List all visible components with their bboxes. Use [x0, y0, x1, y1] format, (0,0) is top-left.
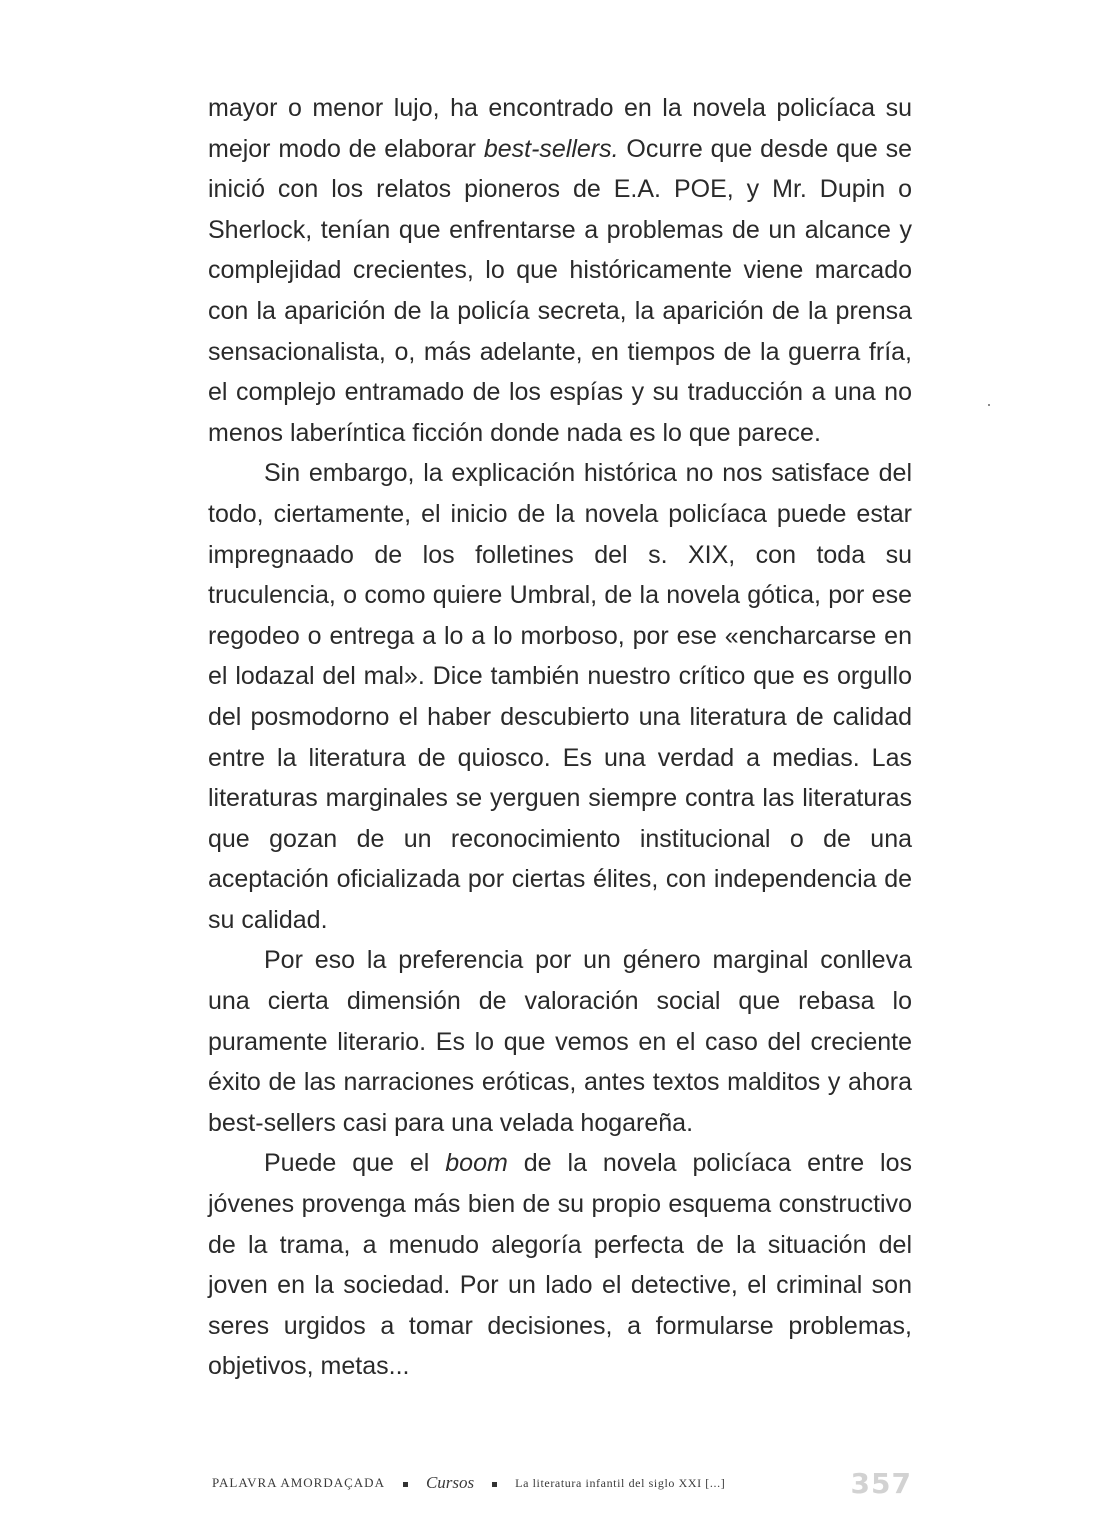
- footer-journal-name: PALAVRA AMORDAÇADA: [212, 1475, 385, 1490]
- page-number: 357: [850, 1466, 912, 1500]
- italic-term-best-sellers: best-sellers.: [483, 134, 619, 163]
- text-segment: Sin embargo, la explicación histórica no nos satisface del todo, ciertamente, el inicio de la novela policíaca puede estar impregnaado de los folletines del s. XIX, con toda su truculencia, o como quiere Umbral, de la novela gótica, por ese regodeo o entrega a lo a lo morboso, por ese «encharcarse en el lodazal del mal». Dice también nuestro crítico que es orgullo del posmodorno el haber descubierto una literatura de calidad entre la literatura de quiosco. Es una verdad a medias. Las literaturas marginales se yerguen siempre contra las literaturas que gozan de un reconocimiento institucional o de una aceptación oficializada por ciertas élites, con independencia de su calidad.: [208, 459, 912, 934]
- paragraph-2: [208, 453, 912, 940]
- paragraph-4: [208, 1143, 912, 1387]
- text-segment: Ocurre que desde que se inició con los relatos pioneros de E.A. POE, y Mr. Dupin o Sherlock, tenían que enfrentarse a problemas de un alcance y complejidad crecientes, lo que históricamente viene marcado con la aparición de la policía secreta, la aparición de la prensa sensacionalista, o, más adelante, en tiempos de la guerra fría, el complejo entramado de los espías y su traducción a una no menos laberíntica ficción donde nada es lo que parece.: [208, 134, 912, 447]
- bullet-separator-icon: [492, 1482, 497, 1487]
- bullet-separator-icon: [403, 1482, 408, 1487]
- text-segment: mayor o menor lujo, ha encontrado en la novela policíaca su mejor modo de elaborar: [208, 94, 912, 163]
- page-footer: [212, 1468, 912, 1498]
- paragraph-1: [208, 88, 912, 453]
- text-segment: Puede que el: [264, 1149, 446, 1178]
- footer-section-name: Cursos: [425, 1473, 475, 1492]
- body-text: [208, 88, 912, 1387]
- paragraph-3: [208, 940, 912, 1143]
- text-segment: Por eso la preferencia por un género marginal conlleva una cierta dimensión de valoración social que rebasa lo puramente literario. Es lo que vemos en el caso del creciente éxito de las narraciones eróticas, antes textos malditos y ahora best-sellers casi para una velada hogareña.: [208, 946, 912, 1137]
- scan-speck: [988, 404, 990, 406]
- italic-term-boom: boom: [445, 1149, 508, 1178]
- text-segment: de la novela policíaca entre los jóvenes provenga más bien de su propio esquema constructivo de la trama, a menudo alegoría perfecta de la situación del joven en la sociedad. Por un lado el detective, el criminal son seres urgidos a tomar decisiones, a formularse problemas, objetivos, metas...: [208, 1149, 912, 1381]
- footer-article-title: La literatura infantil del siglo XXI [...]: [515, 1475, 726, 1490]
